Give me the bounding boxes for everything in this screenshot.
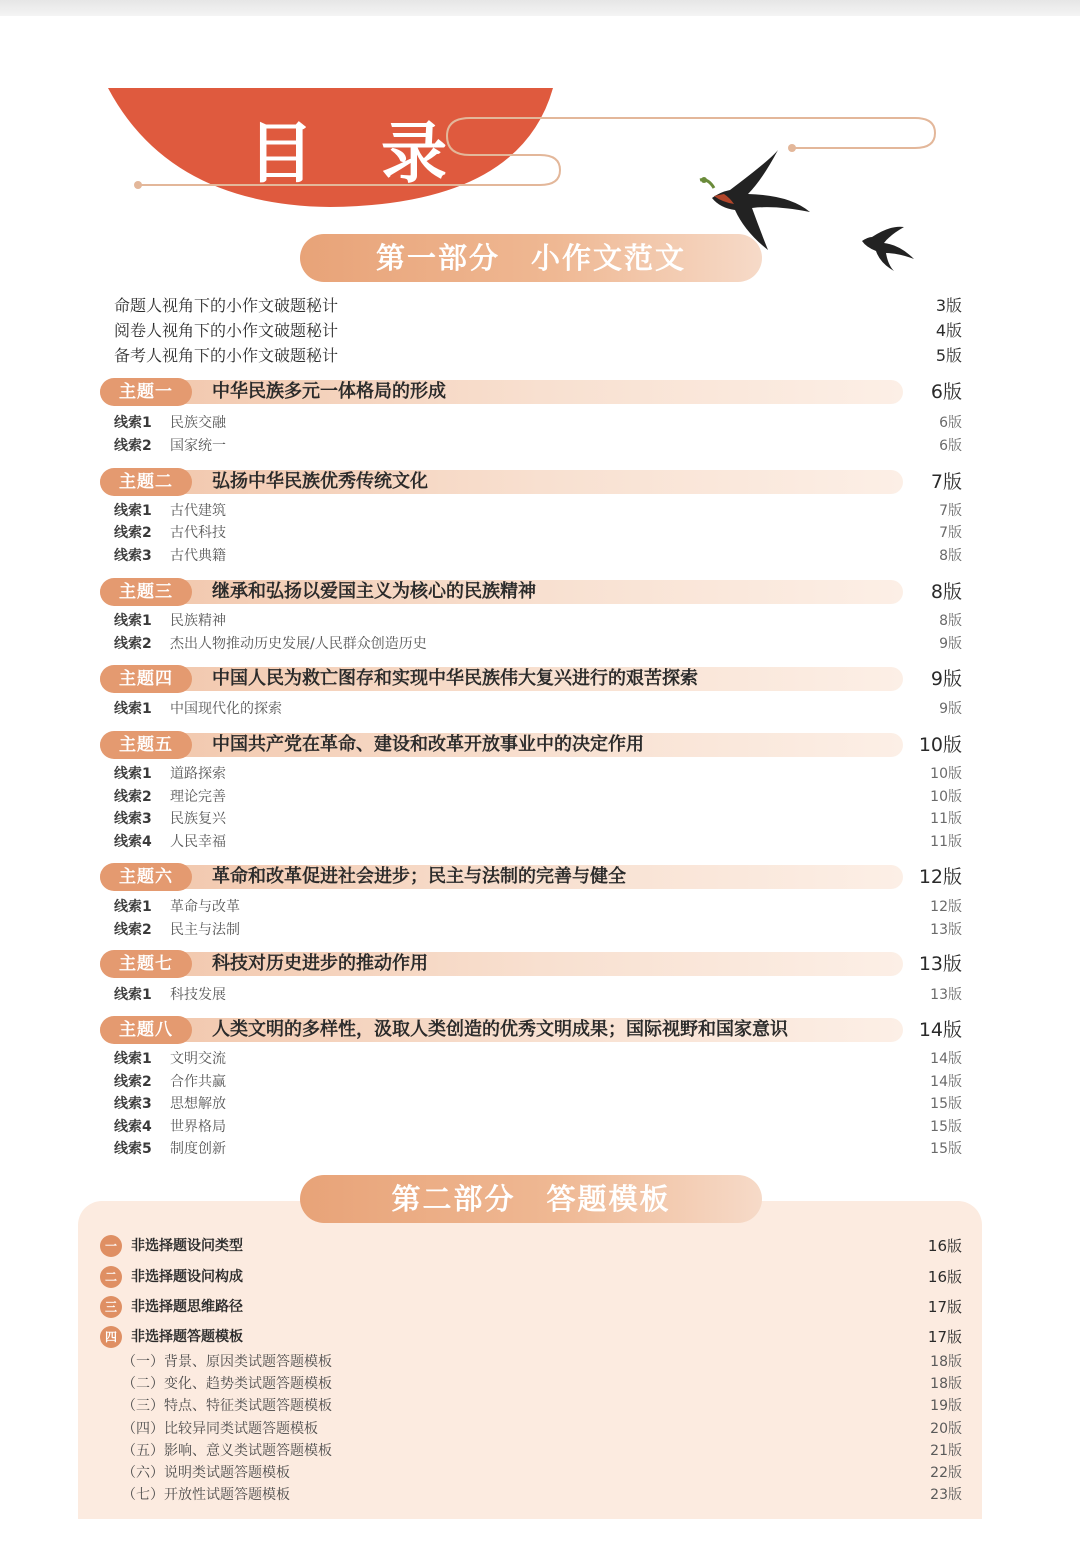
clue-page: 15版	[930, 1141, 962, 1157]
template-subentry-title: （一）背景、原因类试题答题模板	[122, 1354, 332, 1370]
template-subentry-page: 21版	[930, 1443, 962, 1459]
theme-page: 13版	[918, 953, 962, 975]
clue-name: 人民幸福	[170, 834, 226, 850]
clue-label: 线索3	[114, 548, 152, 564]
template-entry-page: 17版	[927, 1328, 962, 1346]
clue-entry[interactable]	[114, 633, 962, 655]
clue-page: 11版	[930, 834, 962, 850]
intro-entry-title: 备考人视角下的小作文破题秘计	[114, 346, 339, 365]
clue-name: 古代科技	[170, 525, 226, 541]
theme-row[interactable]	[100, 731, 962, 759]
template-subentry[interactable]	[122, 1462, 962, 1484]
clue-name: 中国现代化的探索	[170, 701, 282, 717]
clue-entry[interactable]	[114, 435, 962, 457]
clue-page: 9版	[939, 701, 962, 717]
theme-title: 中国共产党在革命、建设和改革开放事业中的决定作用	[212, 734, 644, 755]
clue-label: 线索1	[114, 503, 152, 519]
clue-entry[interactable]	[114, 698, 962, 720]
template-entry-title: 非选择题设问类型	[131, 1238, 243, 1254]
clue-label: 线索4	[114, 1119, 152, 1135]
theme-tag: 主题一	[100, 378, 192, 406]
clue-name: 科技发展	[170, 987, 226, 1003]
clue-label: 线索1	[114, 701, 152, 717]
clue-entry[interactable]	[114, 1071, 962, 1093]
clue-page: 6版	[939, 415, 962, 431]
template-subentry[interactable]	[122, 1418, 962, 1440]
clue-page: 10版	[930, 766, 962, 782]
clue-page: 7版	[939, 525, 962, 541]
clue-label: 线索3	[114, 1096, 152, 1112]
clue-entry[interactable]	[114, 763, 962, 785]
clue-page: 13版	[930, 987, 962, 1003]
template-entry[interactable]	[100, 1234, 962, 1258]
intro-entry-title: 阅卷人视角下的小作文破题秘计	[114, 321, 339, 340]
theme-page: 12版	[918, 866, 962, 888]
clue-label: 线索2	[114, 438, 152, 454]
intro-entry-page: 4版	[935, 321, 962, 340]
template-subentry-page: 20版	[930, 1421, 962, 1437]
swallow-small-icon	[862, 227, 914, 271]
theme-page: 8版	[930, 581, 962, 603]
intro-entry[interactable]	[114, 319, 962, 343]
clue-entry[interactable]	[114, 786, 962, 808]
template-entry-page: 17版	[927, 1298, 962, 1316]
clue-name: 杰出人物推动历史发展/人民群众创造历史	[170, 636, 427, 652]
clue-entry[interactable]	[114, 919, 962, 941]
clue-entry[interactable]	[114, 831, 962, 853]
clue-name: 道路探索	[170, 766, 226, 782]
intro-entry-page: 5版	[935, 346, 962, 365]
clue-label: 线索2	[114, 1074, 152, 1090]
theme-row[interactable]	[100, 578, 962, 606]
intro-entry-page: 3版	[935, 296, 962, 315]
clue-label: 线索1	[114, 766, 152, 782]
intro-entry-title: 命题人视角下的小作文破题秘计	[114, 296, 339, 315]
clue-page: 12版	[930, 899, 962, 915]
template-subentry-page: 18版	[930, 1376, 962, 1392]
template-subentry-page: 18版	[930, 1354, 962, 1370]
clue-name: 革命与改革	[170, 899, 240, 915]
clue-name: 国家统一	[170, 438, 226, 454]
theme-title: 革命和改革促进社会进步；民主与法制的完善与健全	[212, 866, 626, 887]
number-badge: 二	[100, 1266, 122, 1288]
clue-name: 民族交融	[170, 415, 226, 431]
template-entry-title: 非选择题思维路径	[131, 1299, 243, 1315]
theme-tag: 主题四	[100, 665, 192, 693]
theme-title: 人类文明的多样性，汲取人类创造的优秀文明成果；国际视野和国家意识	[212, 1019, 788, 1040]
template-subentry-page: 23版	[930, 1487, 962, 1503]
number-badge: 一	[100, 1235, 122, 1257]
clue-entry[interactable]	[114, 1048, 962, 1070]
clue-page: 15版	[930, 1096, 962, 1112]
template-subentry[interactable]	[122, 1484, 962, 1506]
clue-name: 制度创新	[170, 1141, 226, 1157]
part1-banner: 第一部分 小作文范文	[300, 234, 762, 282]
template-subentry-title: （四）比较异同类试题答题模板	[122, 1421, 318, 1437]
theme-page: 10版	[918, 734, 962, 756]
theme-tag: 主题六	[100, 863, 192, 891]
clue-name: 民族精神	[170, 613, 226, 629]
theme-tag: 主题三	[100, 578, 192, 606]
clue-name: 古代典籍	[170, 548, 226, 564]
clue-name: 理论完善	[170, 789, 226, 805]
clue-page: 10版	[930, 789, 962, 805]
clue-name: 思想解放	[170, 1096, 226, 1112]
clue-entry[interactable]	[114, 1093, 962, 1115]
template-entry[interactable]	[100, 1295, 962, 1319]
clue-page: 15版	[930, 1119, 962, 1135]
clue-name: 古代建筑	[170, 503, 226, 519]
template-subentry-title: （五）影响、意义类试题答题模板	[122, 1443, 332, 1459]
template-subentry-title: （二）变化、趋势类试题答题模板	[122, 1376, 332, 1392]
clue-page: 9版	[939, 636, 962, 652]
clue-page: 8版	[939, 548, 962, 564]
clue-entry[interactable]	[114, 545, 962, 567]
theme-title: 中国人民为救亡图存和实现中华民族伟大复兴进行的艰苦探索	[212, 668, 698, 689]
clue-label: 线索2	[114, 525, 152, 541]
template-entry-title: 非选择题答题模板	[131, 1329, 243, 1345]
theme-page: 9版	[930, 668, 962, 690]
number-badge: 三	[100, 1296, 122, 1318]
clue-entry[interactable]	[114, 500, 962, 522]
clue-label: 线索4	[114, 834, 152, 850]
theme-page: 7版	[930, 471, 962, 493]
clue-label: 线索1	[114, 987, 152, 1003]
template-entry-page: 16版	[927, 1268, 962, 1286]
clue-page: 11版	[930, 811, 962, 827]
template-entry-title: 非选择题设问构成	[131, 1269, 243, 1285]
theme-tag: 主题七	[100, 950, 192, 978]
intro-entry[interactable]	[114, 344, 962, 368]
clue-page: 13版	[930, 922, 962, 938]
template-entry-page: 16版	[927, 1237, 962, 1255]
template-subentry[interactable]	[122, 1351, 962, 1373]
theme-title: 中华民族多元一体格局的形成	[212, 381, 446, 402]
theme-title: 继承和弘扬以爱国主义为核心的民族精神	[212, 581, 536, 602]
part2-banner: 第二部分 答题模板	[300, 1175, 762, 1223]
theme-row[interactable]	[100, 950, 962, 978]
clue-entry[interactable]	[114, 984, 962, 1006]
clue-name: 合作共赢	[170, 1074, 226, 1090]
template-subentry-page: 22版	[930, 1465, 962, 1481]
theme-title: 弘扬中华民族优秀传统文化	[212, 471, 428, 492]
clue-label: 线索2	[114, 636, 152, 652]
number-badge: 四	[100, 1326, 122, 1348]
theme-page: 6版	[930, 381, 962, 403]
clue-page: 7版	[939, 503, 962, 519]
template-subentry-title: （七）开放性试题答题模板	[122, 1487, 290, 1503]
theme-row[interactable]	[100, 665, 962, 693]
clue-page: 6版	[939, 438, 962, 454]
clue-page: 14版	[930, 1051, 962, 1067]
intro-entry[interactable]	[114, 294, 962, 318]
clue-label: 线索1	[114, 1051, 152, 1067]
clue-entry[interactable]	[114, 1116, 962, 1138]
clue-name: 民族复兴	[170, 811, 226, 827]
clue-page: 8版	[939, 613, 962, 629]
template-subentry[interactable]	[122, 1395, 962, 1417]
clue-label: 线索2	[114, 789, 152, 805]
theme-row[interactable]	[100, 1016, 962, 1044]
theme-tag: 主题八	[100, 1016, 192, 1044]
template-subentry-page: 19版	[930, 1398, 962, 1414]
theme-row[interactable]	[100, 468, 962, 496]
clue-entry[interactable]	[114, 896, 962, 918]
clue-label: 线索1	[114, 899, 152, 915]
clue-entry[interactable]	[114, 808, 962, 830]
clue-label: 线索5	[114, 1141, 152, 1157]
theme-page: 14版	[918, 1019, 962, 1041]
template-subentry-title: （三）特点、特征类试题答题模板	[122, 1398, 332, 1414]
clue-entry[interactable]	[114, 610, 962, 632]
clue-name: 文明交流	[170, 1051, 226, 1067]
clue-entry[interactable]	[114, 412, 962, 434]
clue-name: 世界格局	[170, 1119, 226, 1135]
theme-row[interactable]	[100, 378, 962, 406]
template-subentry[interactable]	[122, 1373, 962, 1395]
theme-row[interactable]	[100, 863, 962, 891]
clue-label: 线索1	[114, 415, 152, 431]
theme-title: 科技对历史进步的推动作用	[212, 953, 428, 974]
clue-entry[interactable]	[114, 1138, 962, 1160]
clue-page: 14版	[930, 1074, 962, 1090]
template-entry[interactable]	[100, 1265, 962, 1289]
clue-label: 线索1	[114, 613, 152, 629]
template-subentry-title: （六）说明类试题答题模板	[122, 1465, 290, 1481]
template-entry[interactable]	[100, 1325, 962, 1349]
theme-tag: 主题五	[100, 731, 192, 759]
clue-entry[interactable]	[114, 522, 962, 544]
clue-label: 线索2	[114, 922, 152, 938]
clue-name: 民主与法制	[170, 922, 240, 938]
template-subentry[interactable]	[122, 1440, 962, 1462]
theme-tag: 主题二	[100, 468, 192, 496]
clue-label: 线索3	[114, 811, 152, 827]
page-title: 目 录	[248, 115, 469, 192]
